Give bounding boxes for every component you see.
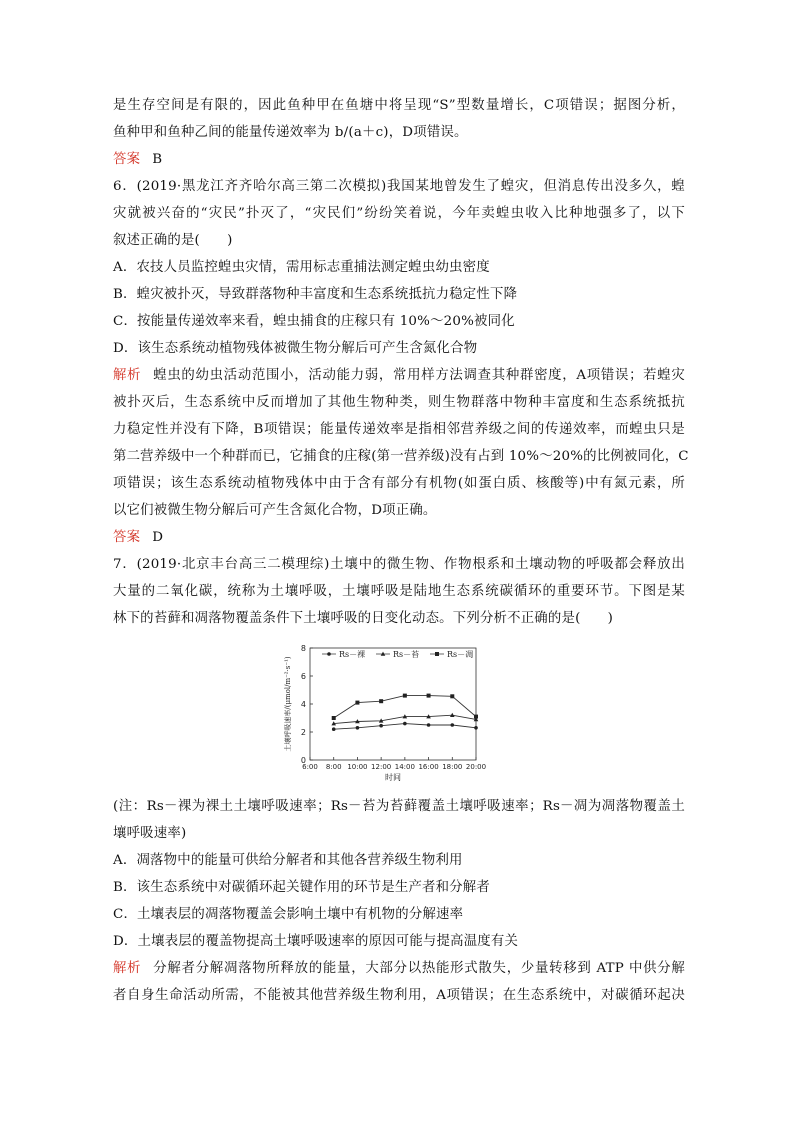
- question-7-text: 林下的苔藓和凋落物覆盖条件下土壤呼吸的日变化动态。下列分析不正确的是( ): [113, 611, 614, 626]
- x-tick-label: 6:00: [302, 763, 318, 771]
- explanation-line: 第二营养级中一个种群而已，它捕食的庄稼(第一营养级)没有占到 10%～20%的比例被同化，C: [113, 449, 689, 464]
- y-tick-label: 8: [300, 644, 306, 653]
- question-7-text: 7．(2019·北京丰台高三二模理综)土壤中的微生物、作物根系和土壤动物的呼吸都会释放出: [113, 557, 685, 572]
- explanation-line: 被扑灭后，生态系统中反而增加了其他生物种类，则生物群落中物种丰富度和生态系统抵抗: [113, 395, 685, 410]
- option-b: B．该生态系统中对碳循环起关键作用的环节是生产者和分解者: [113, 880, 490, 895]
- data-point: [450, 723, 454, 727]
- y-tick-label: 0: [300, 756, 306, 765]
- text-line: 是生存空间是有限的，因此鱼种甲在鱼塘中将呈现“S”型数量增长，C项错误；据图分析，: [113, 98, 685, 113]
- explanation-line: [113, 959, 685, 979]
- x-tick-label: 16:00: [418, 763, 439, 771]
- soil-respiration-chart: [280, 640, 486, 786]
- x-axis-label: 时间: [385, 773, 401, 782]
- answer-tag: 答案: [113, 152, 141, 167]
- question-7-text: 大量的二氧化碳，统称为土壤呼吸，土壤呼吸是陆地生态系统碳循环的重要环节。下图是某: [113, 584, 685, 599]
- explanation-line: 者自身生命活动所需，不能被其他营养级生物利用，A项错误；在生态系统中，对碳循环起决: [113, 988, 685, 1003]
- answer-line: [113, 528, 685, 548]
- data-point: [356, 726, 360, 730]
- answer-line: [113, 150, 685, 170]
- x-tick-label: 18:00: [442, 763, 463, 771]
- data-point: [427, 694, 431, 698]
- option-d: D．土壤表层的覆盖物提高土壤呼吸速率的原因可能与提高温度有关: [113, 934, 519, 949]
- x-tick-label: 10:00: [347, 763, 368, 771]
- data-point: [427, 723, 431, 727]
- legend-marker: [327, 652, 331, 656]
- x-tick-label: 12:00: [371, 763, 392, 771]
- x-tick-label: 20:00: [465, 763, 486, 771]
- y-tick-label: 2: [300, 728, 306, 737]
- answer-tag: 答案: [113, 530, 141, 545]
- data-point: [332, 716, 336, 720]
- answer-value: D: [152, 530, 164, 545]
- legend-marker: [435, 652, 439, 656]
- explanation-line: [113, 366, 685, 386]
- data-point: [332, 727, 336, 731]
- option-a: A．凋落物中的能量可供给分解者和其他各营养级生物利用: [113, 853, 463, 868]
- chart-svg: [280, 640, 486, 786]
- option-b: B．蝗灾被扑灭，导致群落物种丰富度和生态系统抵抗力稳定性下降: [113, 287, 518, 302]
- explanation-text: 分解者分解凋落物所释放的能量，大部分以热能形式散失，少量转移到 ATP 中供分解: [153, 961, 686, 976]
- y-tick-label: 4: [300, 700, 306, 709]
- text-line: 鱼种甲和鱼种乙间的能量传递效率为 b/(a＋c)，D项错误。: [113, 125, 468, 140]
- data-point: [474, 726, 478, 730]
- option-c: C．土壤表层的凋落物覆盖会影响土壤中有机物的分解速率: [113, 907, 464, 922]
- y-axis-label: 土壤呼吸速率/(μmol/m⁻²·s⁻¹): [284, 656, 292, 752]
- x-tick-label: 14:00: [394, 763, 415, 771]
- data-point: [474, 715, 478, 719]
- legend-label: Rs－苔: [393, 650, 420, 659]
- option-c: C．按能量传递效率来看，蝗虫捕食的庄稼只有 10%～20%被同化: [113, 314, 515, 329]
- option-d: D．该生态系统动植物残体被微生物分解后可产生含氮化合物: [113, 341, 478, 356]
- answer-value: B: [152, 152, 163, 167]
- legend-label: Rs－凋: [447, 650, 474, 659]
- explanation-text: 蝗虫的幼虫活动范围小，活动能力弱，常用样方法调查其种群密度，A项错误；若蝗灾: [153, 368, 685, 383]
- y-tick-label: 6: [300, 672, 306, 681]
- legend-label: Rs－裸: [339, 650, 366, 659]
- note-line: (注：Rs－裸为裸土土壤呼吸速率；Rs－苔为苔藓覆盖土壤呼吸速率；Rs－凋为凋落物覆盖土: [113, 799, 685, 814]
- data-point: [403, 722, 407, 726]
- plot-frame: [310, 648, 476, 760]
- data-point: [450, 694, 454, 698]
- explanation-tag: 解析: [113, 368, 142, 383]
- option-a: A．农技人员监控蝗虫灾情，需用标志重捕法测定蝗虫幼虫密度: [113, 260, 490, 275]
- data-point: [379, 699, 383, 703]
- question-6-text: 叙述正确的是( ): [113, 233, 233, 248]
- x-tick-label: 8:00: [325, 763, 342, 771]
- question-6-text: 6．(2019·黑龙江齐齐哈尔高三第二次模拟)我国某地曾发生了蝗灾，但消息传出没多久，蝗: [113, 179, 685, 194]
- explanation-line: 以它们被微生物分解后可产生含氮化合物，D项正确。: [113, 503, 437, 518]
- note-line: 壤呼吸速率): [113, 826, 187, 841]
- explanation-tag: 解析: [113, 961, 142, 976]
- data-point: [379, 724, 383, 728]
- explanation-line: 力稳定性并没有下降，B项错误；能量传递效率是指相邻营养级之间的传递效率，而蝗虫只是: [113, 422, 685, 437]
- question-6-text: 灾就被兴奋的“灾民”扑灭了，“灾民们”纷纷笑着说，今年卖蝗虫收入比种地强多了，以下: [113, 206, 685, 221]
- data-point: [355, 701, 359, 705]
- data-point: [403, 694, 407, 698]
- explanation-line: 项错误；该生态系统动植物残体中由于含有部分有机物(如蛋白质、核酸等)中有氮元素，所: [113, 476, 685, 491]
